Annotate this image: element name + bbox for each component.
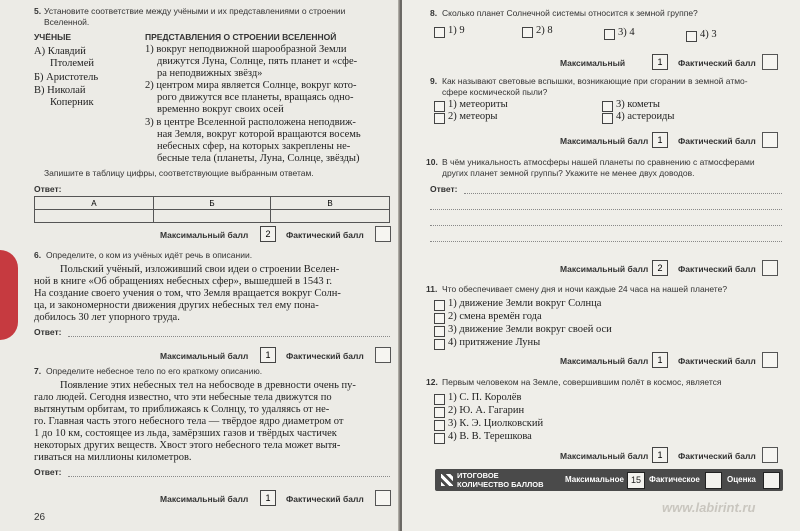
q5-idea-line: бесные тела (планеты, Луна, Солнце, звёзды) bbox=[157, 153, 360, 164]
q9-option-checkbox[interactable] bbox=[434, 101, 445, 112]
page-number: 26 bbox=[34, 512, 46, 523]
q10-title: В чём уникальность атмосферы нашей планеты по сравнению с атмосферами bbox=[442, 157, 755, 167]
q8-option-checkbox[interactable] bbox=[604, 29, 615, 40]
q8-fact-box[interactable] bbox=[762, 54, 778, 70]
q11-option: 2) смена времён года bbox=[448, 311, 542, 322]
q11-fact-box[interactable] bbox=[762, 352, 778, 368]
total-title-line1: ИТОГОВОЕ bbox=[457, 471, 499, 480]
q7-max-score: 1 bbox=[260, 490, 276, 506]
q8-fact-label: Фактический балл bbox=[678, 58, 756, 68]
q7-answer-label: Ответ: bbox=[34, 467, 62, 477]
right-page bbox=[402, 0, 800, 531]
grade-label: Оценка bbox=[727, 475, 756, 484]
q10-answer-line[interactable] bbox=[464, 193, 782, 194]
q9-option-checkbox[interactable] bbox=[434, 113, 445, 124]
total-score-bar bbox=[435, 469, 783, 491]
q9-option-checkbox[interactable] bbox=[602, 101, 613, 112]
q12-option-checkbox[interactable] bbox=[434, 433, 445, 444]
q5-cell-b[interactable] bbox=[153, 210, 270, 223]
q6-text-line: На создание своего учения о том, что Земля вращается вокруг Солн- bbox=[34, 288, 341, 299]
q6-answer-line[interactable] bbox=[68, 336, 390, 337]
q5-fact-box[interactable] bbox=[375, 226, 391, 242]
q7-text-line: Появление этих небесных тел на небосводе в древности очень пу- bbox=[60, 380, 356, 391]
q8-option: 4) 3 bbox=[700, 29, 717, 40]
q9-max-label: Максимальный балл bbox=[560, 136, 649, 146]
q10-title-line2: других планет земной группы? Укажите не менее двух доводов. bbox=[442, 168, 695, 178]
q9-option: 4) астероиды bbox=[616, 111, 675, 122]
q12-option-checkbox[interactable] bbox=[434, 394, 445, 405]
q5-fact-label: Фактический балл bbox=[286, 230, 364, 240]
q10-fact-box[interactable] bbox=[762, 260, 778, 276]
q11-option: 1) движение Земли вокруг Солнца bbox=[448, 298, 602, 309]
q7-fact-box[interactable] bbox=[375, 490, 391, 506]
q8-option: 3) 4 bbox=[618, 27, 635, 38]
q11-option-checkbox[interactable] bbox=[434, 313, 445, 324]
q9-max-score: 1 bbox=[652, 132, 668, 148]
q12-max-label: Максимальный балл bbox=[560, 451, 649, 461]
q12-option: 4) В. В. Терешкова bbox=[448, 431, 532, 442]
q7-text-line: некоторых других веществ. Хвост этого небесного тела может вытя- bbox=[34, 440, 341, 451]
q5-instruction: Запишите в таблицу цифры, соответствующие выбранным ответам. bbox=[44, 168, 314, 178]
q11-option-checkbox[interactable] bbox=[434, 300, 445, 311]
q5-scientist: Б) Аристотель bbox=[34, 72, 99, 83]
q6-text-line: Польский учёный, изложивший свои идеи о строении Вселен- bbox=[60, 264, 340, 275]
q12-fact-label: Фактический балл bbox=[678, 451, 756, 461]
q9-title: Как называют световые вспышки, возникающие при сгорании в земной атмо- bbox=[442, 76, 748, 86]
watermark-logo: www.labirint.ru bbox=[662, 500, 756, 515]
q11-title: Что обеспечивает смену дня и ночи каждые 24 часа на нашей планете? bbox=[442, 284, 728, 294]
q5-idea-line: ра неподвижных звёзд» bbox=[157, 68, 263, 79]
q11-number: 11. bbox=[426, 284, 438, 294]
q6-text-line: добилось 30 лет упорного труда. bbox=[34, 312, 180, 323]
q7-answer-line[interactable] bbox=[68, 476, 390, 477]
q5-scientist: Птолемей bbox=[50, 58, 94, 69]
q6-fact-box[interactable] bbox=[375, 347, 391, 363]
q6-number: 6. bbox=[34, 250, 42, 260]
q5-col-b: Б bbox=[153, 197, 270, 210]
q11-option: 3) движение Земли вокруг своей оси bbox=[448, 324, 612, 335]
q7-text-line: гало людей. Сегодня известно, что эти небесные тела движутся по bbox=[34, 392, 332, 403]
q6-max-score: 1 bbox=[260, 347, 276, 363]
q11-option-checkbox[interactable] bbox=[434, 339, 445, 350]
q7-max-label: Максимальный балл bbox=[160, 494, 249, 504]
q5-idea-line: небесных сфер, на которых закреплены не- bbox=[157, 141, 351, 152]
q7-number: 7. bbox=[34, 366, 42, 376]
q9-fact-label: Фактический балл bbox=[678, 136, 756, 146]
q7-title: Определите небесное тело по его краткому описанию. bbox=[46, 366, 263, 376]
q7-fact-label: Фактический балл bbox=[286, 494, 364, 504]
q10-answer-line[interactable] bbox=[430, 209, 782, 210]
q11-option: 4) притяжение Луны bbox=[448, 337, 541, 348]
q5-ideas-header: ПРЕДСТАВЛЕНИЯ О СТРОЕНИИ ВСЕЛЕННОЙ bbox=[145, 32, 337, 42]
grade-box[interactable] bbox=[763, 472, 780, 489]
q5-title-line2: Вселенной. bbox=[44, 17, 90, 27]
q8-number: 8. bbox=[430, 8, 438, 18]
q8-max-score: 1 bbox=[652, 54, 668, 70]
q10-answer-line[interactable] bbox=[430, 241, 782, 242]
q12-option: 1) С. П. Королёв bbox=[448, 392, 522, 403]
q12-option: 3) К. Э. Циолковский bbox=[448, 418, 544, 429]
q5-max-label: Максимальный балл bbox=[160, 230, 249, 240]
q6-answer-label: Ответ: bbox=[34, 327, 62, 337]
q5-scientist: А) Клавдий bbox=[34, 46, 86, 57]
q6-text-line: ца, и закономерности движения других небесных тел ему пона- bbox=[34, 300, 319, 311]
q9-option: 2) метеоры bbox=[448, 111, 498, 122]
q7-text-line: гиваться на миллионы километров. bbox=[34, 452, 192, 463]
q10-answer-line[interactable] bbox=[430, 225, 782, 226]
q11-max-score: 1 bbox=[652, 352, 668, 368]
q5-idea-line: рого движутся все планеты, вращаясь одно- bbox=[157, 92, 354, 103]
q5-answer-label: Ответ: bbox=[34, 184, 62, 194]
q5-idea-line: движутся Луна, Солнце, пять планет и «сфе- bbox=[157, 56, 358, 67]
q8-option-checkbox[interactable] bbox=[686, 31, 697, 42]
total-fact-label: Фактическое bbox=[649, 475, 700, 484]
q5-scientist: В) Николай bbox=[34, 85, 86, 96]
q9-option: 3) кометы bbox=[616, 99, 660, 110]
q6-title: Определите, о ком из учёных идёт речь в описании. bbox=[46, 250, 253, 260]
q9-option-checkbox[interactable] bbox=[602, 113, 613, 124]
q12-option-checkbox[interactable] bbox=[434, 407, 445, 418]
q5-col-a: А bbox=[35, 197, 154, 210]
q12-fact-box[interactable] bbox=[762, 447, 778, 463]
q5-number: 5. bbox=[34, 6, 42, 16]
q6-max-label: Максимальный балл bbox=[160, 351, 249, 361]
q5-answer-table[interactable] bbox=[34, 196, 390, 223]
q8-option: 1) 9 bbox=[448, 25, 465, 36]
q8-option-checkbox[interactable] bbox=[522, 27, 533, 38]
q5-idea-line: 1) вокруг неподвижной шарообразной Земли bbox=[145, 44, 347, 55]
q8-option-checkbox[interactable] bbox=[434, 27, 445, 38]
q9-number: 9. bbox=[430, 76, 438, 86]
q11-max-label: Максимальный балл bbox=[560, 356, 649, 366]
q10-fact-label: Фактический балл bbox=[678, 264, 756, 274]
q10-max-label: Максимальный балл bbox=[560, 264, 649, 274]
total-max-score: 15 bbox=[627, 472, 645, 489]
q9-fact-box[interactable] bbox=[762, 132, 778, 148]
q6-text-line: ной в книге «Об обращениях небесных сфер», вышедшей в 1543 г. bbox=[34, 276, 333, 287]
q6-fact-label: Фактический балл bbox=[286, 351, 364, 361]
q5-scientist: Коперник bbox=[50, 97, 94, 108]
q5-idea-line: 3) в центре Вселенной расположена неподвиж- bbox=[145, 117, 356, 128]
q11-fact-label: Фактический балл bbox=[678, 356, 756, 366]
finger-photo-detail bbox=[0, 250, 18, 340]
q12-max-score: 1 bbox=[652, 447, 668, 463]
q7-text-line: го. Главная часть этого небесного тела — твёрдое ядро диаметром от bbox=[34, 416, 344, 427]
q12-title: Первым человеком на Земле, совершившим полёт в космос, является bbox=[442, 377, 722, 387]
q5-idea-line: временно вокруг своих осей bbox=[157, 104, 284, 115]
q12-number: 12. bbox=[426, 377, 438, 387]
q5-cell-a[interactable] bbox=[35, 210, 154, 223]
q5-scientists-header: УЧЁНЫЕ bbox=[34, 32, 72, 42]
q7-text-line: 1 до 10 км, состоящее из льда, замёрзших газов и твёрдых частичек bbox=[34, 428, 337, 439]
q12-option: 2) Ю. А. Гагарин bbox=[448, 405, 525, 416]
q10-answer-label: Ответ: bbox=[430, 184, 458, 194]
total-max-label: Максимальное bbox=[565, 475, 624, 484]
q5-cell-c[interactable] bbox=[271, 210, 390, 223]
q12-option-checkbox[interactable] bbox=[434, 420, 445, 431]
q5-max-score: 2 bbox=[260, 226, 276, 242]
q5-title: Установите соответствие между учёными и их представлениями о строении bbox=[44, 6, 346, 16]
q10-max-score: 2 bbox=[652, 260, 668, 276]
q8-option: 2) 8 bbox=[536, 25, 553, 36]
q10-number: 10. bbox=[426, 157, 438, 167]
total-title-line2: КОЛИЧЕСТВО БАЛЛОВ bbox=[457, 480, 544, 489]
q8-max-label: Максимальный bbox=[560, 58, 626, 68]
q5-idea-line: ная Земля, вокруг которой вращаются восемь bbox=[157, 129, 361, 140]
total-fact-box[interactable] bbox=[705, 472, 722, 489]
q7-text-line: вытянутым орбитам, то приближаясь к Солнцу, то удаляясь от не- bbox=[34, 404, 330, 415]
q11-option-checkbox[interactable] bbox=[434, 326, 445, 337]
checkered-flag-icon bbox=[441, 474, 453, 486]
q5-col-c: В bbox=[271, 197, 390, 210]
q5-idea-line: 2) центром мира является Солнце, вокруг кото- bbox=[145, 80, 357, 91]
q8-title: Сколько планет Солнечной системы относится к земной группе? bbox=[442, 8, 698, 18]
q9-title-line2: сфере космической пыли? bbox=[442, 87, 548, 97]
q9-option: 1) метеориты bbox=[448, 99, 508, 110]
